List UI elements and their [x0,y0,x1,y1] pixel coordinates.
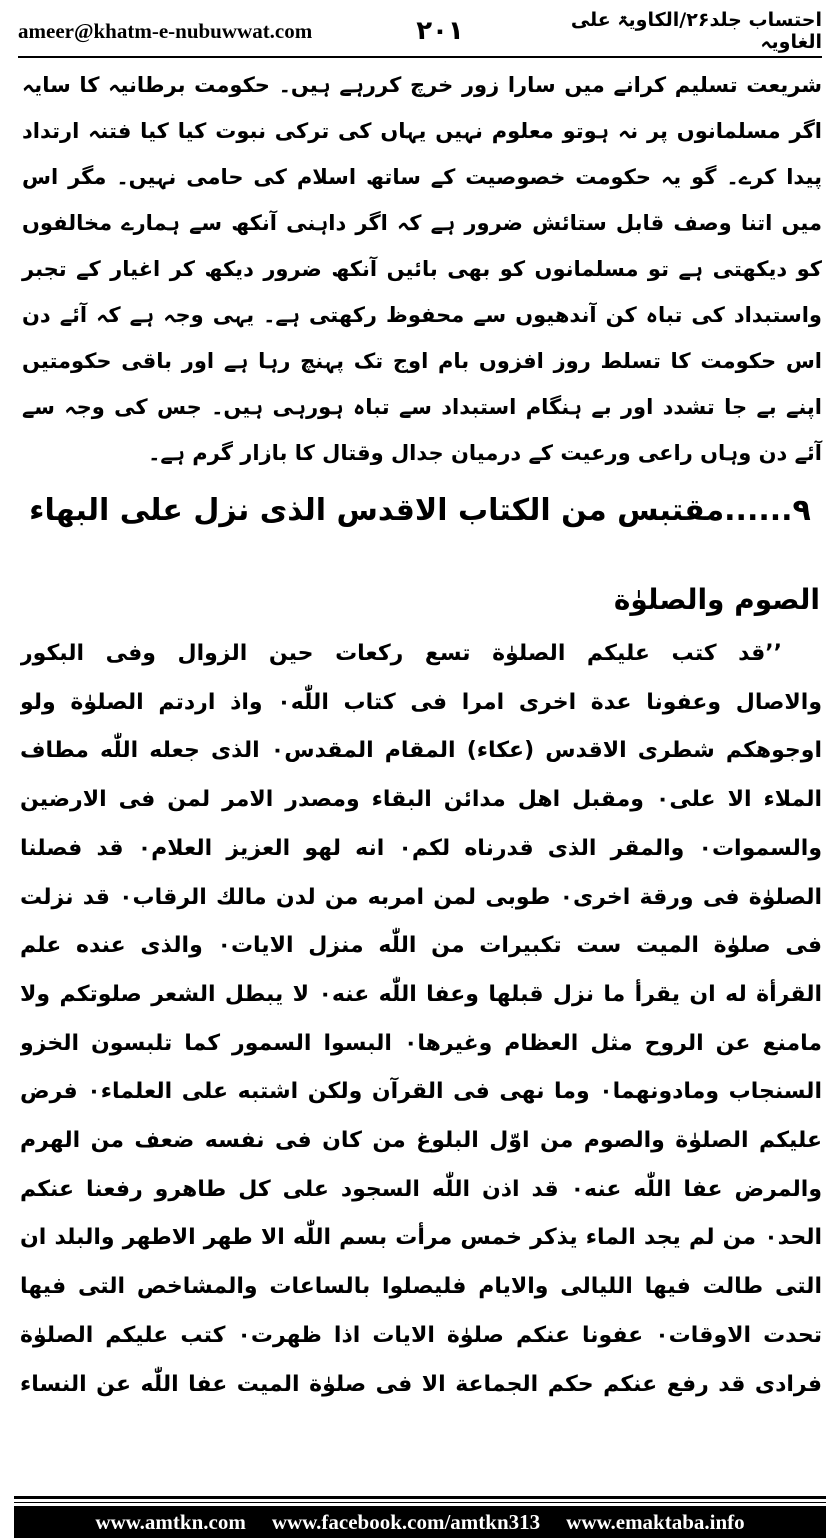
urdu-line: مخالفوں کو دیکھتی ہے تو مسلمانوں کو بھی بائیں آنکھ ضرور دیکھ کر اغیار کے تجبر واستبداد کی تباہ کن [22,211,822,327]
urdu-line: اسلام کی حامی نہیں۔ مگر اس میں اتنا وصف قابل ستائش ضرور ہے کہ اگر داہنی آنکھ سے ہمارے [22,165,822,235]
urdu-line: کی وجہ سے آئے دن وہاں راعی ورعیت کے درمیان جدال وقتال کا بازار گرم ہے۔ [22,395,822,465]
arabic-line: والمرض عفا اللّٰه عنه٠ قد اذن اللّٰه السجود علی کل طاهرو رفعنا عنکم [20,1176,822,1202]
footer-divider [14,1496,826,1499]
arabic-line: فی صلوٰة المیت ست تکبیرات من اللّٰه منزل الایات٠ والذی عنده علم [20,933,822,959]
urdu-line: معلوم نہیں یہاں کی ترکی نبوت کیا کیا فتنہ ارتداد پیدا کرے۔ گو یہ حکومت خصوصیت کے ساتھ [22,119,822,189]
sub-heading: الصوم والصلوٰة [613,583,820,616]
urdu-line: تک پہنچ رہا ہے اور باقی حکومتیں اپنے بے جا تشدد اور بے ہنگام استبداد سے تباہ ہورہی ہیں۔ جس [22,349,822,419]
urdu-paragraph [22,62,822,476]
header-divider [18,56,822,58]
arabic-line: ’’قد کتب علیکم الصلوٰة تسع رکعات حین الزوال وفی البکور [20,641,782,666]
arabic-line: علیکم الصلوٰة والصوم من اوّل البلوغ من کان فی نفسه ضعف من الهرم [20,1128,822,1154]
arabic-quote [20,630,822,1409]
urdu-line: آندھیوں سے محفوظ رکھتی ہے۔ یہی وجہ ہے کہ آئے دن اس حکومت کا تسلط روز افزوں بام اوج [22,303,822,373]
arabic-line: تحدت الاوقات٠ عفونا عنکم صلوٰة الایات اذا ظهرت٠ کتب علیکم الصلوٰة [20,1322,822,1348]
page-header [18,10,822,52]
arabic-line: مامنع عن الروح مثل العظام وغیرها٠ البسوا السمور کما تلبسون الخزو [20,1030,822,1056]
arabic-line: والسموات٠ والمقر الذی قدرناه لکم٠ انه لهو العزیز العلام٠ قد فصلنا [20,835,822,861]
section-heading: ۹......مقتبس من الکتاب الاقدس الذی نزل علی البهاء [29,493,811,528]
arabic-line: القرأة له ان یقرأ ما نزل قبلها وعفا اللّٰه عنه٠ لا یبطل الشعر صلوتکم ولا [20,981,822,1007]
arabic-line: التی طالت فیها اللیالی والایام فلیصلوا بالساعات والمشاخص التی فیها [20,1274,822,1300]
arabic-line: الملاء الا علی٠ ومقبل اهل مدائن البقاء ومصدر الامر لمن فی الارضین [20,787,822,813]
urdu-line: شریعت تسلیم کرانے میں سارا زور خرچ کررہے ہیں۔ حکومت برطانیہ کا سایہ اگر مسلمانوں پر نہ ہوتو [22,73,823,143]
arabic-line: والاصال وعفونا عدة اخری امرا فی کتاب اللّٰه٠ واذ اردتم الصلوٰة ولو [20,689,822,715]
arabic-line: السنجاب ومادونهما٠ وما نهی فی القرآن ولکن اشتبه علی العلماء٠ فرض [20,1079,822,1105]
book-title: احتساب جلد۲۶/الکاویۃ علی الغاویہ [570,9,822,53]
page-number: ۲۰۱ [416,16,464,46]
footer-link-amtkn[interactable]: www.amtkn.com [95,1509,246,1534]
arabic-line: الصلوٰة فی ورقة اخری٠ طوبی لمن امربه من لدن مالك الرقاب٠ قد نزلت [20,884,822,910]
footer-link-facebook[interactable]: www.facebook.com/amtkn313 [271,1509,541,1534]
arabic-line: اوجوهکم شطری الاقدس (عکاء) المقام المقدس٠ الذی جعله اللّٰه مطاف [20,738,822,764]
page-footer [14,1506,826,1538]
arabic-line: الحد٠ من لم یجد الماء یذکر خمس مرأت بسم اللّٰه الا طهر الاطهر والبلد ان [20,1225,822,1251]
footer-link-emaktaba[interactable]: www.emaktaba.info [566,1509,745,1534]
arabic-line: فرادی قد رفع عنکم حکم الجماعة الا فی صلوٰة المیت عفا اللّٰه عن النساء [20,1371,822,1397]
footer-divider-thin [14,1502,826,1503]
header-email: ameer@khatm-e-nubuwwat.com [18,18,313,43]
